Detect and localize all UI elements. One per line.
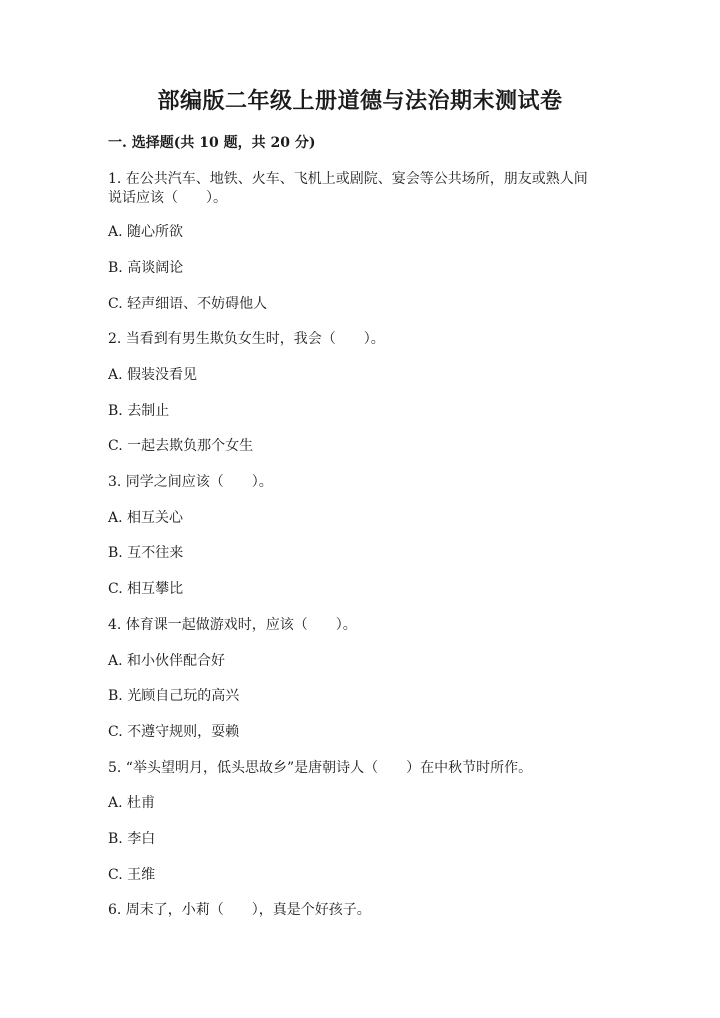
question-3-stem: 3. 同学之间应该（ ）。 [108,474,273,490]
question-5-option-b: B. 李白 [108,831,156,847]
question-4-stem: 4. 体育课一起做游戏时，应该（ ）。 [108,617,357,633]
question-3-option-b: B. 互不往来 [108,545,184,561]
question-2-option-a: A. 假装没看见 [108,367,198,383]
question-2-stem: 2. 当看到有男生欺负女生时，我会（ ）。 [108,331,385,347]
question-1-option-b: B. 高谈阔论 [108,260,184,276]
question-3-option-c: C. 相互攀比 [108,581,184,597]
question-6-stem: 6. 周末了，小莉（ ），真是个好孩子。 [108,902,371,918]
question-3-option-a: A. 相互关心 [108,510,184,526]
section-heading: 一. 选择题(共 10 题，共 20 分) [108,135,316,151]
page-title: 部编版二年级上册道德与法治期末测试卷 [157,88,563,114]
question-5-option-a: A. 杜甫 [108,795,156,811]
question-5-stem: 5. “举头望明月，低头思故乡”是唐朝诗人（ ）在中秋节时所作。 [108,760,533,776]
question-1-stem-line-1: 1. 在公共汽车、地铁、火车、飞机上或剧院、宴会等公共场所，朋友或熟人间 [108,171,588,187]
question-4-option-b: B. 光顾自己玩的高兴 [108,688,240,704]
question-2-option-b: B. 去制止 [108,403,170,419]
question-1-option-c: C. 轻声细语、不妨碍他人 [108,296,268,312]
question-5-option-c: C. 王维 [108,867,156,883]
question-1-stem-line-2: 说话应该（ ）。 [108,190,227,206]
question-4-option-a: A. 和小伙伴配合好 [108,653,226,669]
question-1-option-a: A. 随心所欲 [108,224,184,240]
question-2-option-c: C. 一起去欺负那个女生 [108,438,254,454]
question-4-option-c: C. 不遵守规则，耍赖 [108,724,240,740]
